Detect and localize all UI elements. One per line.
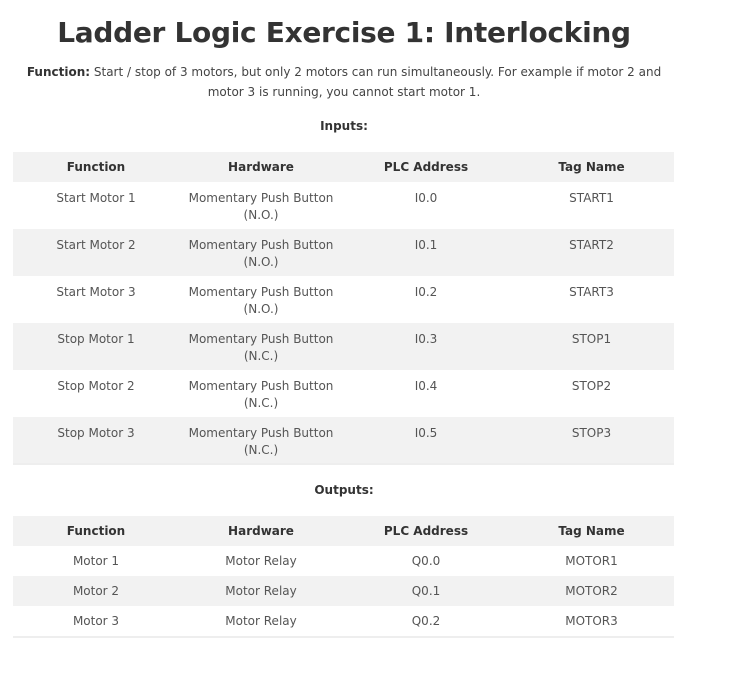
cell-function: Stop Motor 3 — [13, 417, 179, 464]
cell-hardware: Motor Relay — [225, 554, 297, 568]
header-hardware: Hardware — [179, 516, 343, 546]
cell-hardware — [179, 323, 343, 370]
table-row — [13, 229, 674, 276]
table-row — [13, 370, 674, 417]
inputs-label: Inputs: — [320, 119, 368, 133]
table-row — [13, 417, 674, 464]
function-description — [10, 62, 678, 102]
outputs-table — [13, 516, 674, 638]
cell-tag-name: START3 — [569, 285, 614, 299]
page-title: Ladder Logic Exercise 1: Interlocking — [57, 16, 631, 49]
cell-function: Stop Motor 2 — [57, 379, 135, 393]
cell-hardware — [179, 229, 343, 276]
cell-hardware — [179, 182, 343, 229]
cell-tag-name: MOTOR3 — [565, 614, 618, 628]
table-row — [13, 606, 674, 637]
cell-function: Start Motor 3 — [56, 285, 136, 299]
header-hardware: Hardware — [179, 152, 343, 182]
cell-tag-name: START2 — [509, 229, 674, 276]
header-function: Function — [13, 152, 179, 182]
cell-plc-address: I0.0 — [414, 191, 438, 205]
cell-tag-name: STOP3 — [509, 417, 674, 464]
cell-tag-name: MOTOR1 — [565, 554, 618, 568]
header-plc-address: PLC Address — [343, 152, 509, 182]
cell-hardware-text: Momentary Push Button (N.C.) — [188, 379, 334, 410]
cell-function: Motor 2 — [13, 576, 179, 606]
cell-tag-name: STOP2 — [571, 379, 612, 393]
cell-function: Motor 3 — [72, 614, 120, 628]
cell-hardware: Motor Relay — [179, 576, 343, 606]
cell-plc-address: I0.1 — [343, 229, 509, 276]
outputs-label: Outputs: — [314, 483, 374, 497]
cell-hardware-text: Momentary Push Button (N.O.) — [188, 285, 334, 316]
cell-tag-name: MOTOR2 — [509, 576, 674, 606]
header-plc-address: PLC Address — [343, 516, 509, 546]
cell-function: Stop Motor 1 — [13, 323, 179, 370]
cell-tag-name: STOP1 — [509, 323, 674, 370]
cell-plc-address: I0.3 — [343, 323, 509, 370]
cell-hardware-text: Momentary Push Button (N.O.) — [188, 191, 334, 222]
cell-plc-address: Q0.0 — [411, 554, 441, 568]
cell-tag-name: START1 — [569, 191, 614, 205]
cell-hardware-text: Momentary Push Button (N.O.) — [188, 238, 334, 269]
cell-hardware — [179, 276, 343, 323]
cell-hardware: Motor Relay — [225, 614, 297, 628]
cell-hardware — [179, 370, 343, 417]
cell-plc-address: Q0.2 — [411, 614, 441, 628]
table-row — [13, 323, 674, 370]
cell-plc-address: I0.2 — [414, 285, 438, 299]
outputs-header-row — [13, 516, 674, 546]
cell-function: Start Motor 2 — [13, 229, 179, 276]
table-row — [13, 276, 674, 323]
header-tag-name: Tag Name — [509, 516, 674, 546]
cell-function: Motor 1 — [72, 554, 120, 568]
cell-hardware — [179, 417, 343, 464]
header-function: Function — [13, 516, 179, 546]
inputs-table — [13, 152, 674, 465]
table-row — [13, 182, 674, 229]
cell-plc-address: Q0.1 — [343, 576, 509, 606]
function-text: Start / stop of 3 motors, but only 2 motors can run simultaneously. For example if motor 2 and motor 3 is running, you cannot start motor 1. — [93, 65, 662, 99]
cell-plc-address: I0.5 — [343, 417, 509, 464]
header-tag-name: Tag Name — [509, 152, 674, 182]
table-row — [13, 576, 674, 606]
cell-function: Start Motor 1 — [56, 191, 136, 205]
cell-plc-address: I0.4 — [414, 379, 438, 393]
table-row — [13, 546, 674, 576]
cell-hardware-text: Momentary Push Button (N.C.) — [188, 332, 334, 363]
inputs-header-row — [13, 152, 674, 182]
cell-hardware-text: Momentary Push Button (N.C.) — [188, 426, 334, 457]
function-label: Function: — [26, 65, 91, 79]
